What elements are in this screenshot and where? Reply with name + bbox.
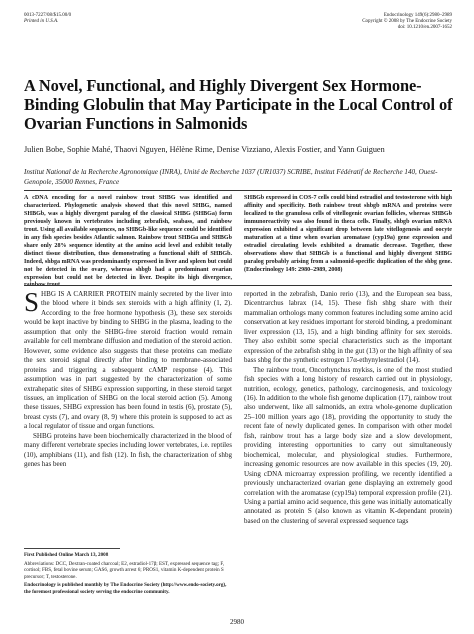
printed-in-line: Printed in U.S.A. bbox=[24, 19, 59, 25]
right-paragraph-1: reported in the zebrafish, Danio rerio (13), and the European sea bass, Dicentrarchus labrax (14, 15). These fish shbg share with their mammalian orthologs many common features including some amino acid conservation at key residues important for steroid binding, a predominant liver expression (13, 15), and a high binding affinity for sex steroids. They also exhibit some special characteristics such as the important expression of the zebrafish shbg in the gut (13) or the high affinity of sea bass shbg for the synthetic estrogen 17α-ethynylestradiol (14). bbox=[244, 290, 452, 365]
author-list: Julien Bobe, Sophie Mahé, Thaovi Nguyen, Hélène Rime, Denise Vizziano, Alexis Fostier, and Yann Guiguen bbox=[24, 145, 385, 154]
body-right-column bbox=[244, 290, 452, 526]
body-left-column bbox=[24, 287, 232, 470]
doi-line: doi: 10.1210/en.2007-1652 bbox=[397, 25, 452, 31]
drop-cap: S bbox=[24, 287, 40, 317]
intro-paragraph-1-text: HBG IS A CARRIER PROTEIN mainly secreted by the liver into the blood where it binds sex steroids with a high affinity (1, 2). According to the free hormone hypothesis (3), these sex steroids would be kept inactive by binding to SHBG in the plasma, leading to the assumption that only the SHBG-free steroid fraction would remain available for cell membrane diffusion and mediation of the steroid action. However, some evidence also suggests that these proteins can mediate the sex steroid signal directly after binding to membrane-associated proteins and triggering a subsequent cAMP response (4). This assumption was in part suggested by the characterization of some extrahepatic sites of SHBG expression supporting, in these steroid target tissues, an implication of SHBG on the local steroid action (5). Among these tissues, SHBG expression has been found in testis (6), prostate (5), breast cysts (7), and ovary (8, 9) where this protein is supposed to act as a local regulator of tissue and organ functions. bbox=[24, 290, 232, 431]
journal-code-header bbox=[24, 13, 224, 25]
abstract-right-column bbox=[244, 195, 452, 275]
abstract-top-rule bbox=[24, 190, 452, 191]
footnote-rule bbox=[24, 548, 120, 549]
abbreviations-note: Abbreviations: DCC, Dextran-coated charcoal; E2, estradiol-17β; EST, expressed sequence tag; F, cortisol; FBS, fetal bovine serum; GAS6, growth arrest 6; PROS1, vitamin K-dependent protein S precursor; T, testosterone. bbox=[24, 560, 225, 580]
copyright-line: Copyright © 2008 by The Endocrine Society bbox=[362, 19, 452, 25]
footnotes bbox=[24, 552, 232, 598]
journal-volume-line: Endocrinology 149(6):2980–2989 bbox=[383, 13, 452, 18]
right-paragraph-2: The rainbow trout, Oncorhynchus mykiss, is one of the most studied fish species with a long history of research carried out in physiology, nutrition, ecology, genetics, pathology, carcinogenesis, and toxicology (16). In addition to the whole fish genome duplication (17), rainbow trout also underwent, like all salmonids, an extra whole-genome duplication 25–100 million years ago (18), providing the opportunity to study the recent fate of newly duplicated genes. In comparison with other model fish, rainbow trout has a large body size and a slow development, providing interesting opportunities to carry out simultaneously biochemical, molecular, and physiological studies. Furthermore, increasing genomic resources are now available in this species (19, 20). Using cDNA microarray expression profiling, we recently identified a previously uncharacterized ovarian gene displaying an extremely good correlation with the aromatase (cyp19a) temporal expression profile (21). Using a partial amino acid sequence, this gene was initially automatically annotated as protein S (also known as vitamin K-dependant protein) based on the clustering of several expressed sequence tags bbox=[244, 365, 452, 525]
publication-date-note: First Published Online March 13, 2008 bbox=[24, 552, 109, 558]
article-title: A Novel, Functional, and Highly Divergent Sex Hormone-Binding Globulin that May Participate in the Local Control of Ovarian Functions in Salmonids bbox=[24, 76, 453, 133]
abstract-bottom-rule bbox=[24, 285, 452, 286]
intro-paragraph-1 bbox=[24, 287, 232, 432]
abstract-left-column bbox=[24, 195, 232, 290]
journal-citation-header bbox=[252, 13, 452, 32]
page-number: 2980 bbox=[230, 618, 244, 626]
issn-line: 0013-7227/08/$15.00/0 bbox=[24, 13, 72, 18]
society-note: Endocrinology is published monthly by The Endocrine Society (http://www.endo-society.org), the foremost professional society serving the endocrine community. bbox=[24, 582, 227, 595]
intro-paragraph-2: SHBG proteins have been biochemically characterized in the blood of many different vertebrate species including lower vertebrates, i.e. reptiles (10), amphibians (11), and fish (12). In fish, the characterization of shbg genes has been bbox=[24, 431, 232, 469]
affiliation: Institut National de la Recherche Agronomique (INRA), Unité de Recherche 1037 (UR1037) SCRIBE, Institut Fédératif de Recherche 140, Ouest-Genopole, 35000 Rennes, France bbox=[24, 168, 438, 186]
abstract-text-right: SHBGb expressed in COS-7 cells could bind estradiol and testosterone with high affinity and specificity. Both rainbow trout shbgb mRNA and proteins were localized to the granulosa cells of vitellogenic ovarian follicles, whereas SHBGb immunoreactivity was also found in theca cells. Finally, shbgb ovarian mRNA expression exhibited a significant drop between late vitellogenesis and oocyte maturation at a time when ovarian aromatase (cyp19a) gene expression and estradiol circulating levels exhibited a dramatic decrease. Together, these observations show that SHBGb is a functional and highly divergent SHBG paralog probably arising from a salmonid-specific duplication of the shbg gene. (Endocrinology 149: 2980–2989, 2008) bbox=[244, 195, 452, 273]
abstract-text-left: A cDNA encoding for a novel rainbow trout SHBG was identified and characterized. Phylogenetic analysis showed that this novel SHBG, named SHBGb, was a highly divergent paralog of the classical SHBG (SHBGa) form previously known in vertebrates including zebrafish, seabass, and rainbow trout. Using all available sequences, no SHBGb-like sequence could be identified in any fish species besides Atlantic salmon. Rainbow trout SHBGa and SHBGb share only 28% sequence identity at the amino acid level and exhibit totally distinct tissue distribution, thus demonstrating a functional shift of SHBGb. Indeed, shbga mRNA was predominantly expressed in liver and spleen but could not be detected in the ovary, whereas shbgb had a predominant ovarian expression but could not be detected in liver. Despite its high divergence, bbox=[24, 195, 232, 281]
